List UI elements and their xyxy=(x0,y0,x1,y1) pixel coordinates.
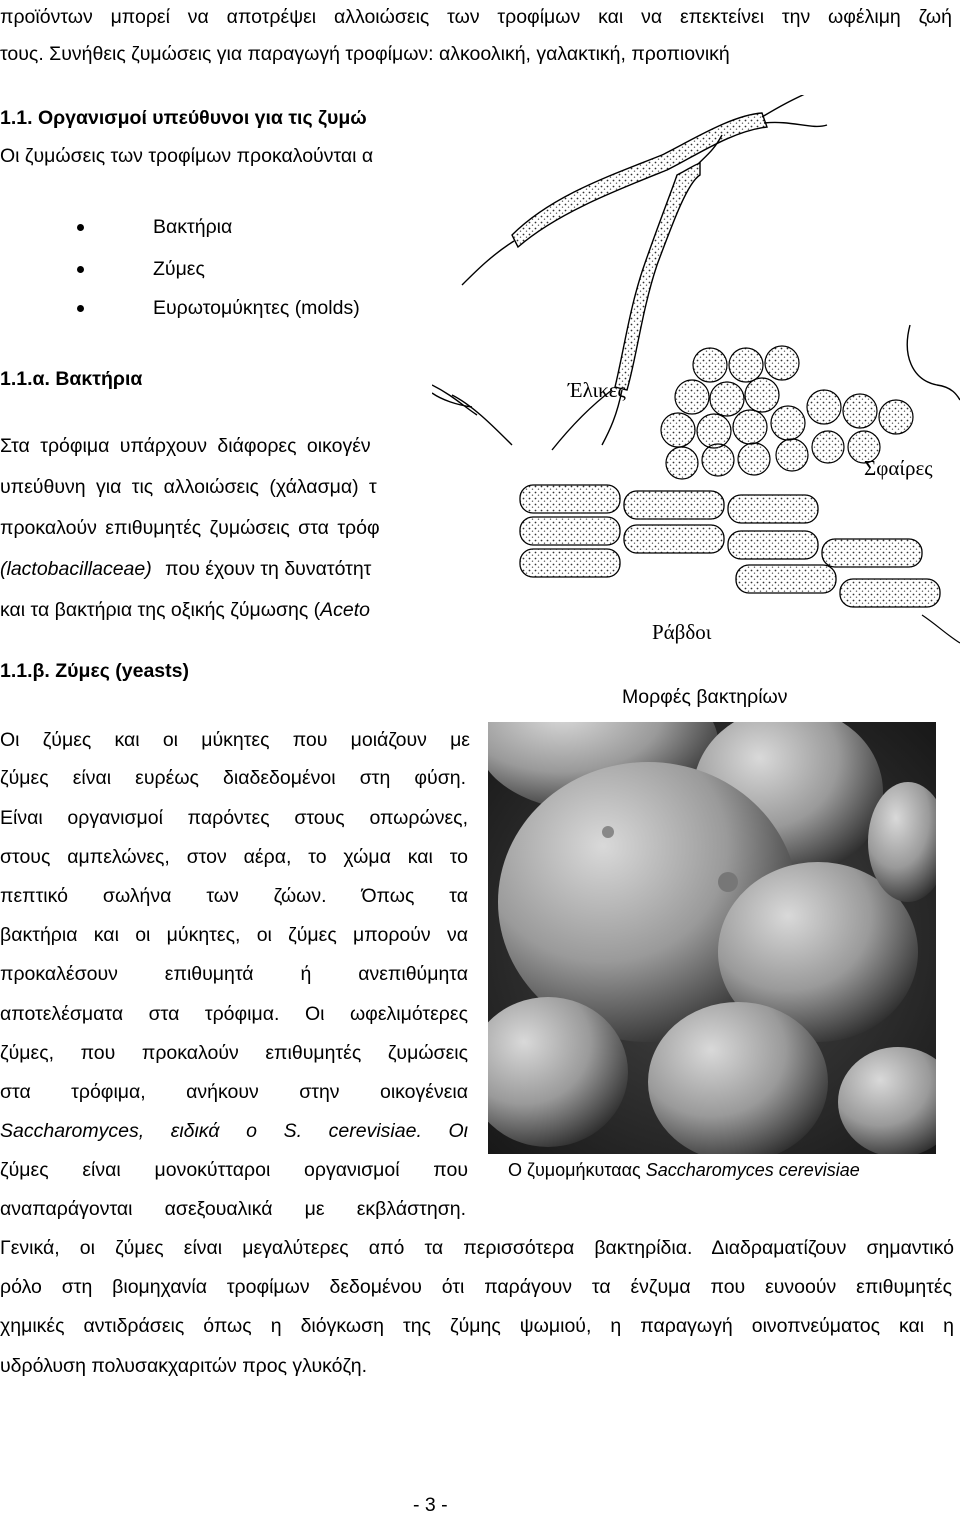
yeast-caption-text: Ο ζυμομήκυταας xyxy=(508,1160,646,1180)
yeast-text-line-species: Saccharomyces, ειδικά ο S. cerevisiae. Οι xyxy=(0,1120,468,1142)
yeast-cells-image xyxy=(488,722,936,1154)
yeast-text-line: Είναι οργανισμοί παρόντες στους οπωρώνες, xyxy=(0,807,468,829)
yeast-text-line: στους αμπελώνες, στον αέρα, το χώμα και το xyxy=(0,846,468,868)
bullet-icon xyxy=(77,305,84,312)
section-intro-organisms: Οι ζυμώσεις των τροφίμων προκαλούνται α xyxy=(0,145,374,167)
bullet-item-yeasts: Ζύμες xyxy=(153,258,205,280)
yeast-text-line: ζύμες είναι μονοκύτταροι οργανισμοί που xyxy=(0,1159,468,1181)
yeast-text-line: ζύμες, που προκαλούν επιθυμητές ζυμώσεις xyxy=(0,1042,468,1064)
yeast-micrograph xyxy=(488,722,936,1154)
closing-text-line: υδρόλυση πολυσακχαριτών προς γλυκόζη. xyxy=(0,1355,367,1377)
yeast-text-line: ζύμες είναι ευρέως διαδεδομένοι στη φύση. xyxy=(0,767,466,789)
bacteria-text-line xyxy=(0,598,440,622)
closing-text-line: ρόλο στη βιομηχανία τροφίμων δεδομένου ότι παράγουν τα ένζυμα που ευνοούν επιθυμητές xyxy=(0,1276,952,1298)
yeast-text-line: στα τρόφιμα, ανήκουν στην οικογένεια xyxy=(0,1081,468,1103)
section-heading-bacteria: 1.1.α. Βακτήρια xyxy=(0,368,143,390)
rod-bacteria-icon xyxy=(520,485,940,607)
bacteria-text-fragment: που έχουν τη δυνατότητ xyxy=(165,558,372,580)
yeast-caption-species: Saccharomyces cerevisiae xyxy=(645,1160,860,1180)
yeast-text-line: βακτήρια και οι μύκητες, οι ζύμες μπορούν να xyxy=(0,924,468,946)
bacteria-text-line: υπεύθυνη για τις αλλοιώσεις (χάλασμα) τ xyxy=(0,476,377,498)
label-spheres: Σφαίρες xyxy=(864,456,933,480)
yeast-figure-caption xyxy=(508,1158,860,1182)
page-number: - 3 - xyxy=(413,1494,448,1516)
bacteria-forms-figure xyxy=(432,95,960,715)
label-rods: Ράβδοι xyxy=(652,620,712,644)
yeast-text-line: προκαλέσουν επιθυμητά ή ανεπιθύμητα xyxy=(0,963,468,985)
family-name-lactobacillaceae: (lactobacillaceae) xyxy=(0,558,152,580)
bullet-item-molds: Ευρωτομύκητες (molds) xyxy=(153,297,360,319)
label-helices: Έλικες xyxy=(568,378,626,402)
bacteria-text-line: Στα τρόφιμα υπάρχουν διάφορες οικογέν xyxy=(0,435,371,457)
section-heading-organisms: 1.1. Οργανισμοί υπεύθυνοι για τις ζυμώ xyxy=(0,107,367,129)
bacteria-text-line: προκαλούν επιθυμητές ζυμώσεις στα τρόφ xyxy=(0,517,380,539)
closing-text-line: Γενικά, οι ζύμες είναι μεγαλύτερες από τα περισσότερα βακτηρίδια. Διαδραματίζουν σημαντικό xyxy=(0,1237,954,1259)
intro-line-2: τους. Συνήθεις ζυμώσεις για παραγωγή τροφίμων: αλκοολική, γαλακτική, προπιονική xyxy=(0,43,730,65)
bullet-icon xyxy=(77,266,84,273)
genus-name-aceto: Aceto xyxy=(320,599,371,621)
intro-line-1: προϊόντων μπορεί να αποτρέψει αλλοιώσεις των τροφίμων και να επεκτείνει την ωφέλιμη ζωή xyxy=(0,6,952,28)
yeast-text-line: αναπαράγονται ασεξουαλικά με εκβλάστηση. xyxy=(0,1198,466,1220)
bacteria-text-line xyxy=(0,557,434,581)
closing-text-line: χημικές αντιδράσεις όπως η διόγκωση της ζύμης ψωμιού, η παραγωγή οινοπνεύματος και η xyxy=(0,1315,954,1337)
yeast-text-line: πεπτικό σωλήνα των ζώων. Όπως τα xyxy=(0,885,468,907)
section-heading-yeasts: 1.1.β. Ζύμες (yeasts) xyxy=(0,660,189,682)
bullet-icon xyxy=(77,224,84,231)
yeast-text-line: αποτελέσματα στα τρόφιμα. Οι ωφελιμότερες xyxy=(0,1003,468,1025)
bacteria-figure-caption: Μορφές βακτηρίων xyxy=(622,686,788,708)
bacteria-text-fragment: και τα βακτήρια της οξικής ζύμωσης ( xyxy=(0,599,321,621)
yeast-text-line: Οι ζύμες και οι μύκητες που μοιάζουν με xyxy=(0,729,470,751)
bullet-item-bacteria: Βακτήρια xyxy=(153,216,233,238)
